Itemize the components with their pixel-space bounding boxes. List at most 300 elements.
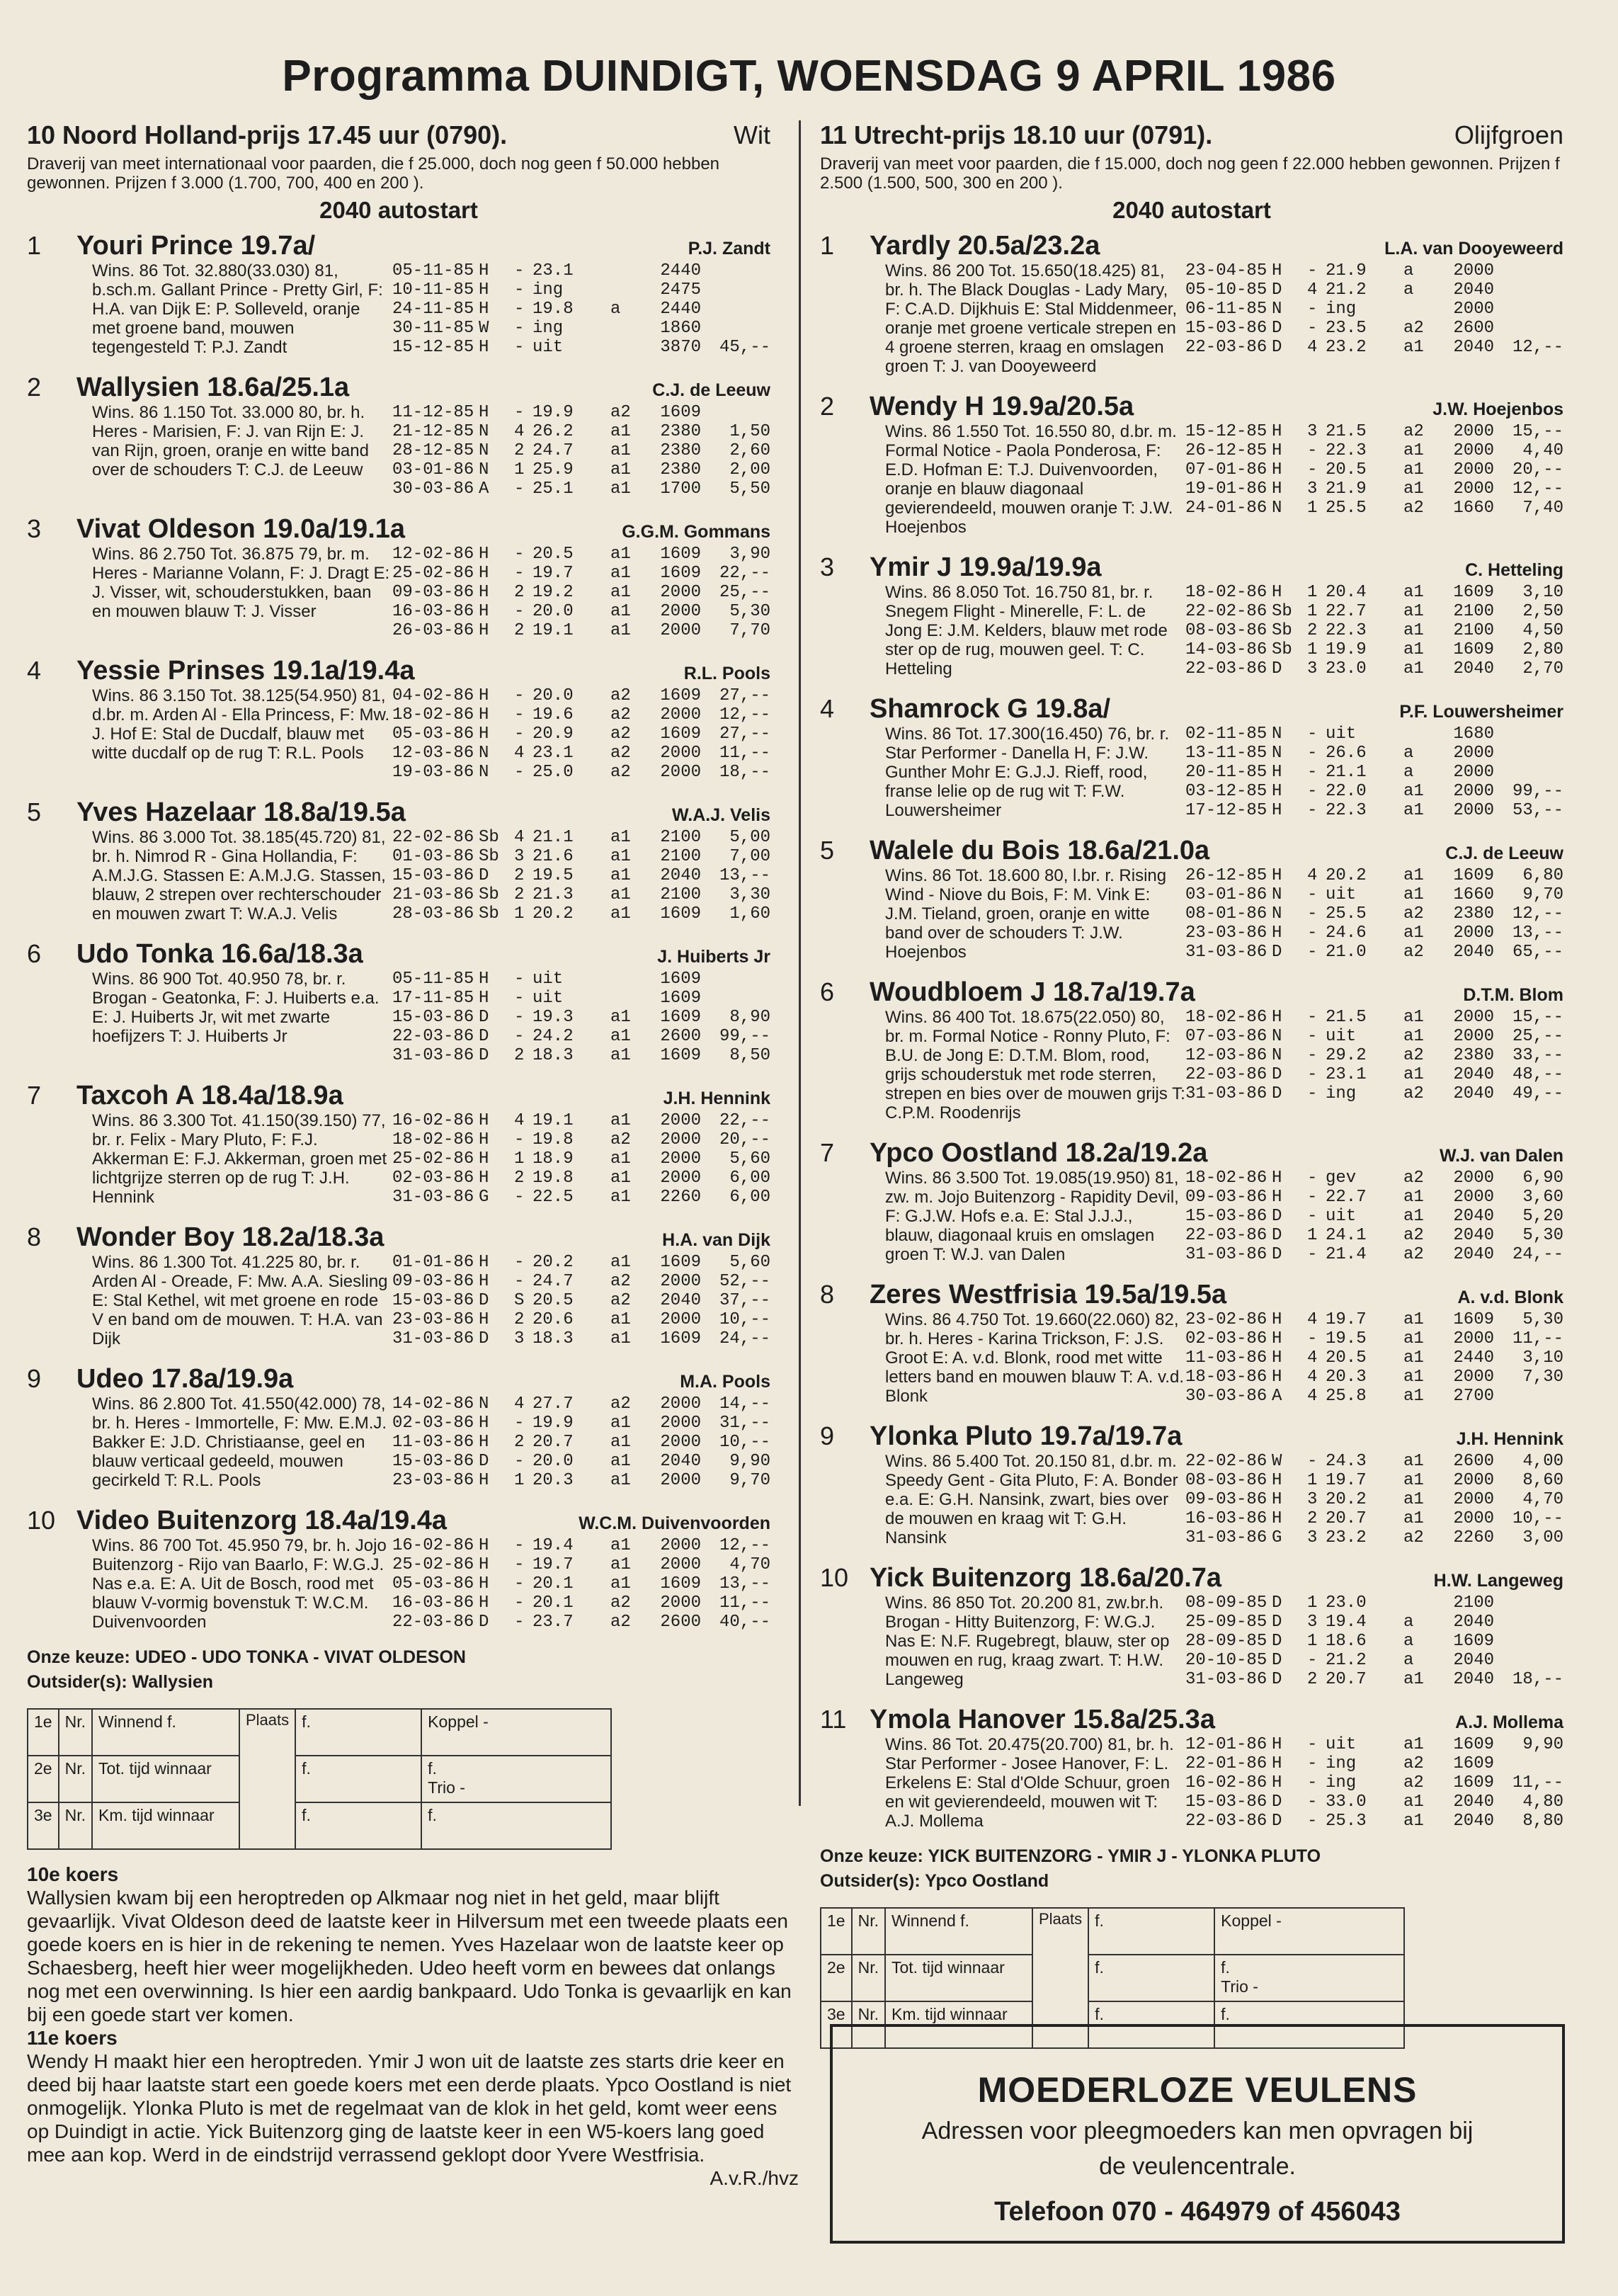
record-cell: a2 bbox=[1403, 1084, 1424, 1103]
record-cell: uit bbox=[1326, 724, 1357, 744]
record-cell: 15-12-85 bbox=[392, 338, 474, 357]
record-cell bbox=[1494, 1613, 1563, 1632]
record-cell: a2 bbox=[610, 705, 631, 724]
record-cell: a1 bbox=[610, 847, 631, 866]
record-cell: H bbox=[479, 705, 489, 724]
record-cell: - bbox=[514, 261, 525, 280]
ad-title: MOEDERLOZE VEULENS bbox=[977, 2070, 1418, 2110]
record-cell: 18-02-86 bbox=[1185, 583, 1267, 602]
record-cell: - bbox=[1307, 744, 1318, 763]
record-cell: 22,-- bbox=[719, 564, 770, 583]
record-cell: 10-11-85 bbox=[392, 280, 474, 300]
horse-number: 9 bbox=[27, 1364, 42, 1393]
record-cell: 2000 bbox=[1453, 923, 1494, 943]
record-cell: - bbox=[1307, 441, 1318, 460]
record-row bbox=[1185, 280, 1563, 300]
record-cell: 2,60 bbox=[729, 441, 770, 460]
record-cell: 17-12-85 bbox=[1185, 801, 1267, 820]
record-cell: 20.0 bbox=[532, 602, 574, 621]
record-cell: 2100 bbox=[660, 828, 701, 847]
horse-body bbox=[92, 545, 770, 640]
record-cell: 1609 bbox=[1453, 866, 1494, 885]
record-cell: 30-11-85 bbox=[392, 319, 474, 338]
horse-driver: M.A. Pools bbox=[680, 1372, 770, 1392]
record-row bbox=[392, 1593, 770, 1613]
record-cell: a1 bbox=[1403, 923, 1424, 943]
record-cell bbox=[1494, 300, 1563, 319]
record-cell: 13,-- bbox=[1512, 923, 1563, 943]
record-cell: 22-03-86 bbox=[1185, 1065, 1267, 1084]
record-cell: H bbox=[479, 1536, 489, 1555]
record-cell: 2040 bbox=[1453, 1207, 1494, 1226]
record-row bbox=[1185, 1452, 1563, 1471]
horse-body bbox=[885, 1169, 1563, 1264]
record-cell: H bbox=[479, 1593, 489, 1613]
record-cell: D bbox=[479, 1329, 489, 1348]
record-cell: - bbox=[514, 319, 525, 338]
record-cell: 22-01-86 bbox=[1185, 1754, 1267, 1773]
horse-body bbox=[92, 1394, 770, 1490]
record-cell: a2 bbox=[610, 724, 631, 744]
record-cell: S bbox=[514, 1291, 525, 1310]
record-cell: 4 bbox=[1307, 338, 1318, 357]
record-cell: 18.9 bbox=[532, 1149, 574, 1169]
record-cell: - bbox=[1307, 1169, 1318, 1188]
record-row bbox=[392, 1272, 770, 1291]
record-cell: 31-03-86 bbox=[1185, 1245, 1267, 1264]
horse-header bbox=[27, 514, 770, 545]
record-cell: 22-03-86 bbox=[392, 1613, 474, 1632]
record-cell: 2600 bbox=[660, 1613, 701, 1632]
advertisement-box bbox=[830, 2024, 1565, 2244]
record-row bbox=[1185, 1207, 1563, 1226]
record-row bbox=[392, 1394, 770, 1414]
horse-header bbox=[820, 1280, 1563, 1310]
record-cell: a2 bbox=[1403, 904, 1424, 923]
record-row bbox=[1185, 1812, 1563, 1831]
record-cell: 18.3 bbox=[532, 1046, 574, 1065]
f-label: f. bbox=[428, 1759, 437, 1778]
horse-header bbox=[820, 694, 1563, 724]
record-cell: D bbox=[479, 1046, 489, 1065]
record-cell: a1 bbox=[610, 1310, 631, 1329]
record-cell: H bbox=[479, 280, 489, 300]
record-cell: a2 bbox=[1403, 1773, 1424, 1792]
horse-header bbox=[820, 1421, 1563, 1452]
record-cell: a1 bbox=[610, 885, 631, 904]
record-cell: 3 bbox=[1307, 1528, 1318, 1547]
plaats-cell: Plaats bbox=[1032, 1908, 1088, 2048]
horse-pedigree: Wins. 86 2.800 Tot. 41.550(42.000) 78, br. h. Heres - Immortelle, F: Mw. E.M.J. Bakker E: J.D. Christiaanse, geel en blauw verticaal gedeeld, mouwen gecirkeld T: R.L. Pools bbox=[92, 1394, 387, 1490]
record-cell: D bbox=[1272, 1651, 1282, 1670]
record-cell: 1700 bbox=[660, 479, 701, 499]
commentary-heading: 11e koers bbox=[27, 2027, 118, 2049]
horse-header bbox=[27, 1506, 770, 1536]
record-cell: 2040 bbox=[1453, 943, 1494, 962]
record-cell: 25,-- bbox=[719, 583, 770, 602]
horse-body bbox=[885, 1452, 1563, 1547]
record-row bbox=[392, 338, 770, 357]
record-cell: 03-01-86 bbox=[392, 460, 474, 479]
horse-records bbox=[392, 1111, 770, 1207]
record-cell: a bbox=[1403, 261, 1414, 280]
record-cell: a1 bbox=[1403, 1368, 1424, 1387]
record-cell: N bbox=[479, 744, 489, 763]
horse-entry bbox=[27, 1081, 770, 1207]
horse-header bbox=[27, 1364, 770, 1394]
result-label: Winnend f. bbox=[885, 1908, 1032, 1955]
record-cell bbox=[701, 403, 770, 422]
horse-body bbox=[885, 261, 1563, 376]
record-row bbox=[1185, 1773, 1563, 1792]
record-cell: 18-02-86 bbox=[1185, 1169, 1267, 1188]
place-cell: 3e bbox=[821, 2001, 852, 2048]
nr-cell: Nr. bbox=[852, 1955, 885, 2001]
record-cell: - bbox=[514, 1253, 525, 1272]
record-cell: 1680 bbox=[1453, 724, 1494, 744]
record-cell: 21.1 bbox=[1326, 763, 1367, 782]
record-cell: 13,-- bbox=[719, 866, 770, 885]
record-cell: 27.7 bbox=[532, 1394, 574, 1414]
horse-pedigree: Wins. 86 1.300 Tot. 41.225 80, br. r. Arden Al - Oreade, F: Mw. A.A. Siesling E: Stal Kethel, wit met groene en rode V en band om de mouwen. T: H.A. van Dijk bbox=[92, 1253, 388, 1348]
record-cell: 2040 bbox=[660, 1452, 701, 1471]
record-cell: - bbox=[1307, 319, 1318, 338]
f-cell: f. bbox=[295, 1802, 421, 1849]
result-row bbox=[28, 1709, 611, 1756]
record-cell bbox=[701, 261, 770, 280]
record-cell: 18-02-86 bbox=[392, 1130, 474, 1149]
record-cell: a1 bbox=[610, 479, 631, 499]
horse-driver: W.A.J. Velis bbox=[672, 805, 770, 825]
horse-entry bbox=[27, 514, 770, 640]
record-cell: 49,-- bbox=[1512, 1084, 1563, 1103]
horse-records bbox=[1185, 1169, 1563, 1264]
record-cell: - bbox=[1307, 1245, 1318, 1264]
record-cell: - bbox=[1307, 904, 1318, 923]
nr-cell: Nr. bbox=[852, 1908, 885, 1955]
record-cell: 1 bbox=[1307, 1593, 1318, 1613]
record-cell: - bbox=[514, 970, 525, 989]
record-cell: 19.1 bbox=[532, 1111, 574, 1130]
record-row bbox=[1185, 460, 1563, 479]
record-cell: 4 bbox=[1307, 1348, 1318, 1368]
record-cell: 08-01-86 bbox=[1185, 904, 1267, 923]
record-cell: 21-03-86 bbox=[392, 885, 474, 904]
record-cell: 2040 bbox=[1453, 1670, 1494, 1689]
koppel-trio-cell bbox=[421, 1802, 611, 1849]
horse-body bbox=[885, 583, 1563, 678]
record-cell: a1 bbox=[1403, 801, 1424, 820]
record-cell: a1 bbox=[1403, 1188, 1424, 1207]
horse-body bbox=[885, 1735, 1563, 1831]
horse-number: 3 bbox=[820, 552, 835, 581]
record-cell: a bbox=[1403, 1651, 1414, 1670]
record-cell: H bbox=[479, 686, 489, 705]
record-cell: 2000 bbox=[1453, 744, 1494, 763]
record-cell: 12,-- bbox=[1512, 904, 1563, 923]
horse-name: Vivat Oldeson 19.0a/19.1a bbox=[76, 514, 406, 544]
record-cell: 09-03-86 bbox=[1185, 1188, 1267, 1207]
record-cell: 02-03-86 bbox=[392, 1414, 474, 1433]
record-cell: - bbox=[1307, 724, 1318, 744]
record-cell: 2000 bbox=[1453, 441, 1494, 460]
record-cell: a1 bbox=[610, 1471, 631, 1490]
record-cell: 4 bbox=[514, 1111, 525, 1130]
record-cell: 19.9 bbox=[532, 403, 574, 422]
koppel-label: Koppel bbox=[1221, 1911, 1272, 1930]
horse-number: 11 bbox=[820, 1705, 847, 1734]
record-cell: 30-03-86 bbox=[1185, 1387, 1267, 1406]
record-cell: 19.1 bbox=[532, 621, 574, 640]
record-cell bbox=[701, 989, 770, 1008]
record-cell: 20.2 bbox=[1326, 866, 1367, 885]
record-row bbox=[392, 621, 770, 640]
record-cell bbox=[1403, 1593, 1432, 1613]
record-cell: 2000 bbox=[1453, 422, 1494, 441]
record-cell: N bbox=[479, 441, 489, 460]
horse-records bbox=[1185, 1593, 1563, 1689]
horse-pedigree: Wins. 86 Tot. 18.600 80, l.br. r. Rising Wind - Niove du Bois, F: M. Vink E: J.M. Tieland, groen, oranje en witte band over de schouders T: J.W. Hoejenbos bbox=[885, 866, 1167, 962]
record-cell: 20.7 bbox=[532, 1433, 574, 1452]
record-cell: 17-11-85 bbox=[392, 989, 474, 1008]
ad-line-2: de veulencentrale. bbox=[1099, 2153, 1296, 2180]
horse-name: Ymir J 19.9a/19.9a bbox=[870, 552, 1102, 582]
horse-name: Video Buitenzorg 18.4a/19.4a bbox=[76, 1506, 448, 1535]
record-cell: H bbox=[1272, 1735, 1282, 1754]
record-row bbox=[1185, 1509, 1563, 1528]
record-row bbox=[392, 545, 770, 564]
horse-entry bbox=[820, 977, 1563, 1123]
record-cell: Sb bbox=[479, 885, 499, 904]
record-row bbox=[392, 885, 770, 904]
horse-name: Udo Tonka 16.6a/18.3a bbox=[76, 939, 363, 969]
record-cell: 1 bbox=[1307, 640, 1318, 659]
record-cell: 25-02-86 bbox=[392, 1149, 474, 1169]
record-cell: 5,30 bbox=[1522, 1226, 1563, 1245]
record-cell: 25.1 bbox=[532, 479, 574, 499]
record-cell: 25.5 bbox=[1326, 499, 1367, 518]
record-cell: 05-10-85 bbox=[1185, 280, 1267, 300]
record-row bbox=[1185, 1329, 1563, 1348]
record-cell: 1609 bbox=[660, 1329, 701, 1348]
record-cell: 9,70 bbox=[729, 1471, 770, 1490]
record-cell: H bbox=[479, 1272, 489, 1291]
record-cell: N bbox=[479, 1394, 489, 1414]
record-cell: 1609 bbox=[1453, 583, 1494, 602]
record-cell: 1609 bbox=[660, 970, 701, 989]
record-cell: 4,70 bbox=[1522, 1490, 1563, 1509]
horse-driver: L.A. van Dooyeweerd bbox=[1384, 239, 1563, 258]
horse-body bbox=[885, 1310, 1563, 1406]
record-cell: 20-10-85 bbox=[1185, 1651, 1267, 1670]
record-cell: 3,90 bbox=[729, 545, 770, 564]
record-cell: 27,-- bbox=[719, 724, 770, 744]
horse-entry bbox=[820, 1563, 1563, 1689]
record-cell: a2 bbox=[1403, 943, 1424, 962]
record-cell: uit bbox=[532, 338, 564, 357]
nr-cell: Nr. bbox=[59, 1709, 92, 1756]
horse-driver: W.J. van Dalen bbox=[1439, 1146, 1563, 1166]
record-cell: 5,00 bbox=[729, 828, 770, 847]
record-cell: 1609 bbox=[1453, 1632, 1494, 1651]
horse-driver: H.W. Langeweg bbox=[1433, 1571, 1563, 1591]
record-cell: 24.6 bbox=[1326, 923, 1367, 943]
record-cell: N bbox=[1272, 724, 1282, 744]
record-cell bbox=[1494, 724, 1563, 744]
record-cell: 1609 bbox=[660, 1253, 701, 1272]
record-cell: H bbox=[1272, 782, 1282, 801]
record-row bbox=[1185, 1169, 1563, 1188]
record-cell: 02-11-85 bbox=[1185, 724, 1267, 744]
record-row bbox=[1185, 1368, 1563, 1387]
record-cell: 2000 bbox=[660, 763, 701, 782]
record-cell: 19.7 bbox=[532, 564, 574, 583]
horse-pedigree: Wins. 86 Tot. 32.880(33.030) 81, b.sch.m. Gallant Prince - Pretty Girl, F: H.A. van Dijk E: P. Solleveld, oranje met groene band, mouwen tegengesteld T: P.J. Zandt bbox=[92, 261, 383, 357]
record-cell: 21.5 bbox=[1326, 1008, 1367, 1027]
record-cell: 2000 bbox=[1453, 1368, 1494, 1387]
record-cell: 2,70 bbox=[1522, 659, 1563, 678]
record-cell: H bbox=[1272, 1773, 1282, 1792]
record-cell: H bbox=[479, 1253, 489, 1272]
race-color: Olijfgroen bbox=[1454, 120, 1563, 149]
record-cell: 2000 bbox=[1453, 479, 1494, 499]
record-cell: H bbox=[1272, 1169, 1282, 1188]
record-cell bbox=[1494, 1754, 1563, 1773]
record-cell: a1 bbox=[1403, 866, 1424, 885]
record-cell: 23.2 bbox=[1326, 338, 1367, 357]
record-cell: 31-03-86 bbox=[1185, 1670, 1267, 1689]
horse-records bbox=[392, 545, 770, 640]
record-cell: H bbox=[1272, 1008, 1282, 1027]
record-row bbox=[1185, 1348, 1563, 1368]
record-cell: 22.7 bbox=[1326, 602, 1367, 621]
record-row bbox=[1185, 1754, 1563, 1773]
record-cell: a1 bbox=[1403, 338, 1424, 357]
record-cell: a1 bbox=[610, 441, 631, 460]
record-cell: 2 bbox=[514, 1169, 525, 1188]
record-cell: 27,-- bbox=[719, 686, 770, 705]
record-cell: 1609 bbox=[1453, 1754, 1494, 1773]
record-cell: a1 bbox=[1403, 441, 1424, 460]
horse-entry bbox=[27, 1364, 770, 1490]
result-label: Tot. tijd winnaar bbox=[92, 1756, 239, 1802]
record-cell: D bbox=[479, 1027, 489, 1046]
koppel-trio-cell bbox=[1214, 1908, 1404, 1955]
record-cell: H bbox=[479, 1149, 489, 1169]
horse-name: Wallysien 18.6a/25.1a bbox=[76, 373, 350, 402]
record-cell: 22-03-86 bbox=[392, 1027, 474, 1046]
record-cell: 3 bbox=[514, 847, 525, 866]
record-cell: 22-02-86 bbox=[1185, 602, 1267, 621]
record-cell: 11,-- bbox=[719, 744, 770, 763]
record-cell: 2 bbox=[514, 1046, 525, 1065]
record-cell: 2000 bbox=[660, 1111, 701, 1130]
horse-name: Youri Prince 19.7a/ bbox=[76, 231, 316, 261]
record-cell: 2440 bbox=[660, 261, 701, 280]
record-row bbox=[1185, 338, 1563, 357]
record-cell: a bbox=[1403, 744, 1414, 763]
record-cell: - bbox=[1307, 1046, 1318, 1065]
record-row bbox=[392, 1253, 770, 1272]
record-cell: 21.9 bbox=[1326, 479, 1367, 499]
f-cell: f. bbox=[1088, 2001, 1214, 2048]
horse-entry bbox=[820, 1705, 1563, 1831]
record-cell: 3,30 bbox=[729, 885, 770, 904]
horse-name: Walele du Bois 18.6a/21.0a bbox=[870, 836, 1210, 865]
record-cell: - bbox=[1307, 1329, 1318, 1348]
record-row bbox=[392, 280, 770, 300]
horse-records bbox=[1185, 1735, 1563, 1831]
record-cell bbox=[610, 989, 639, 1008]
record-cell: - bbox=[1307, 1812, 1318, 1831]
record-cell: 2040 bbox=[1453, 338, 1494, 357]
record-cell: 22-03-86 bbox=[1185, 659, 1267, 678]
record-cell: 22.7 bbox=[1326, 1188, 1367, 1207]
record-cell: 7,30 bbox=[1522, 1368, 1563, 1387]
record-cell: 2,00 bbox=[729, 460, 770, 479]
record-cell: 22.5 bbox=[532, 1188, 574, 1207]
commentary-text: Wallysien kwam bij een heroptreden op Alkmaar nog niet in het geld, maar blijft gevaarlijk. Vivat Oldeson deed de laatste keer in Hilversum met een tweede plaats een goede koers en is hier in de rekening te nemen. Yves Hazelaar won de laatste keer op Schaesberg, heeft hier weer mogelijkheden. Udeo heeft vorm en bewees dat onlangs nog met een overwinning. Is hier een aardig bankpaard. Udo Tonka is gevaarlijk en kan bij een goede start ver komen. bbox=[27, 1887, 792, 2025]
record-cell: 07-03-86 bbox=[1185, 1027, 1267, 1046]
koppel-label: Koppel bbox=[428, 1712, 479, 1731]
record-row bbox=[1185, 422, 1563, 441]
horse-driver: D.T.M. Blom bbox=[1463, 985, 1563, 1005]
horse-pedigree: Wins. 86 8.050 Tot. 16.750 81, br. r. Snegem Flight - Minerelle, F: L. de Jong E: J.M. Kelders, blauw met rode ster op de rug, mouwen geel. T: C. Hetteling bbox=[885, 583, 1168, 678]
record-cell: 05-11-85 bbox=[392, 261, 474, 280]
record-cell: 10,-- bbox=[719, 1310, 770, 1329]
race-header bbox=[820, 120, 1563, 150]
record-row bbox=[1185, 1008, 1563, 1027]
record-cell: 1,50 bbox=[729, 422, 770, 441]
record-cell: a1 bbox=[610, 828, 631, 847]
record-cell: a1 bbox=[610, 1046, 631, 1065]
record-cell: H bbox=[479, 1433, 489, 1452]
record-cell: 16-02-86 bbox=[1185, 1773, 1267, 1792]
place-cell: 1e bbox=[821, 1908, 852, 1955]
record-cell: 2040 bbox=[1453, 1651, 1494, 1670]
record-cell: a2 bbox=[610, 1394, 631, 1414]
record-cell: 2040 bbox=[1453, 1084, 1494, 1103]
record-cell: 20,-- bbox=[719, 1130, 770, 1149]
horse-entry bbox=[820, 694, 1563, 820]
record-cell: 31,-- bbox=[719, 1414, 770, 1433]
record-cell: 26-12-85 bbox=[1185, 441, 1267, 460]
record-row bbox=[392, 602, 770, 621]
horse-name: Wendy H 19.9a/20.5a bbox=[870, 392, 1134, 421]
record-row bbox=[392, 583, 770, 602]
record-cell: D bbox=[1272, 943, 1282, 962]
record-cell: 4,50 bbox=[1522, 621, 1563, 640]
record-cell: 2000 bbox=[660, 1272, 701, 1291]
record-cell: H bbox=[1272, 422, 1282, 441]
record-cell: H bbox=[1272, 479, 1282, 499]
record-cell: 2 bbox=[1307, 1509, 1318, 1528]
record-cell: H bbox=[1272, 1471, 1282, 1490]
record-cell: - bbox=[514, 1613, 525, 1632]
record-cell: 21.9 bbox=[1326, 261, 1367, 280]
record-cell: Sb bbox=[479, 847, 499, 866]
record-cell bbox=[1494, 261, 1563, 280]
record-row bbox=[392, 1291, 770, 1310]
horse-pedigree: Wins. 86 700 Tot. 45.950 79, br. h. Jojo Buitenzorg - Rijo van Baarlo, F: W.G.J. Nas e.a. E: A. Uit de Bosch, rood met blauw V-vormig bovenstuk T: W.C.M. Duivenvoorden bbox=[92, 1536, 387, 1632]
record-cell: 26-12-85 bbox=[1185, 866, 1267, 885]
horse-driver: P.J. Zandt bbox=[688, 239, 770, 258]
record-cell: 2 bbox=[514, 885, 525, 904]
record-row bbox=[392, 1452, 770, 1471]
record-cell: 2000 bbox=[660, 1310, 701, 1329]
horse-pedigree: Wins. 86 1.550 Tot. 16.550 80, d.br. m. Formal Notice - Paola Ponderosa, F: E.D. Hofman E: T.J. Duivenvoorden, oranje en blauw diagonaal gevierendeeld, mouwen oranje T: J.W. Hoejenbos bbox=[885, 422, 1177, 537]
record-cell: 20.5 bbox=[1326, 1348, 1367, 1368]
